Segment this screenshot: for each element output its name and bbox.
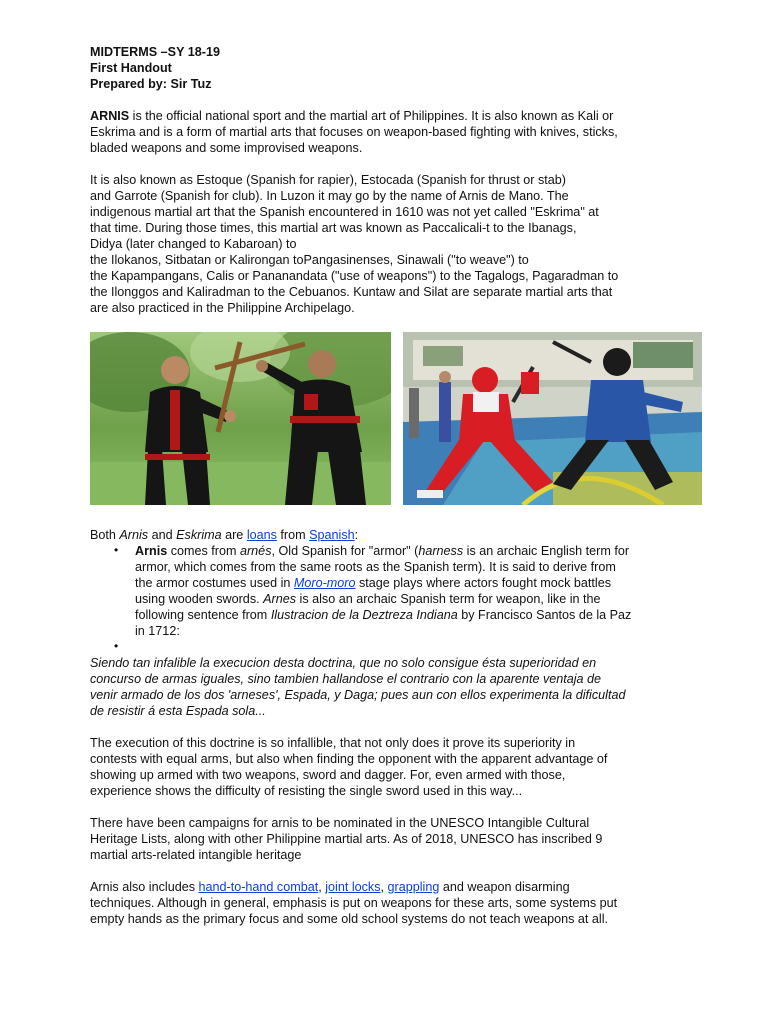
quote-line: de resistir á esta Espada sola... — [90, 704, 266, 718]
para2-line: that time. During those times, this martial art was known as Paccalicali-t to the Ibanags, — [90, 221, 577, 235]
bullet-marker: • — [114, 543, 119, 557]
quote-line: venir armado de los dos 'arneses', Espada, y Daga; pues aun con ellos experimenta la dificultad — [90, 688, 626, 702]
para2-line: are also practiced in the Philippine Archipelago. — [90, 301, 355, 315]
intro-line-2: Eskrima and is a form of martial arts that focuses on weapon-based fighting with knives, sticks, — [90, 125, 618, 139]
bullet1-line-2: armor, which comes from the same roots as the Spanish term). It is said to derive from — [135, 560, 616, 574]
quote-line: Siendo tan infalible la execucion desta doctrina, que no solo consigue ésta superioridad en — [90, 656, 597, 670]
hand-to-hand-combat-link[interactable]: hand-to-hand combat — [198, 880, 319, 894]
intro-term: ARNIS — [90, 109, 130, 123]
loans-link[interactable]: loans — [246, 528, 277, 542]
empty-bullet-marker: • — [114, 639, 119, 653]
translation-line: The execution of this doctrine is so infallible, that not only does it prove its superiority in — [90, 736, 576, 750]
para2-line: the Ilokanos, Sitbatan or Kalirongan toPangasinenses, Sinawali ("to weave") to — [90, 253, 529, 267]
header-prepared-by: Prepared by: Sir Tuz — [90, 77, 212, 91]
quote-line: concurso de armas iguales, sino tambien hallandose el contrario con la aparente ventaja de — [90, 672, 602, 686]
header-midterms: MIDTERMS –SY 18-19 — [90, 45, 220, 59]
para2-line: indigenous martial art that the Spanish encountered in 1610 was not yet called "Eskrima" at — [90, 205, 599, 219]
unesco-line: There have been campaigns for arnis to be nominated in the UNESCO Intangible Cultural — [90, 816, 590, 830]
spanish-link[interactable]: Spanish — [309, 528, 355, 542]
arnis-sparring-illustration — [403, 332, 702, 505]
header-handout: First Handout — [90, 61, 172, 75]
bullet1-line-4: using wooden swords. Arnes is also an archaic Spanish term for weapon, like in the — [135, 592, 601, 606]
grappling-link[interactable]: grappling — [387, 880, 440, 894]
para2-line: the Kapampangans, Calis or Pananandata ("use of weapons") to the Tagalogs, Pagaradman to — [90, 269, 619, 283]
moro-moro-link[interactable]: Moro-moro — [293, 576, 356, 590]
loans-line: Both Arnis and Eskrima are loans from Spanish: — [90, 528, 359, 542]
bullet1-line-3: the armor costumes used in Moro-moro stage plays where actors fought mock battles — [135, 576, 612, 590]
para2-line: the Ilonggos and Kaliradman to the Cebuanos. Kuntaw and Silat are separate martial arts that — [90, 285, 613, 299]
arnis-training-photo — [90, 332, 391, 505]
arnis-training-illustration — [90, 332, 391, 505]
bullet1-line-1: Arnis comes from arnés, Old Spanish for "armor" (harness is an archaic English term for — [135, 544, 630, 558]
unesco-line: Heritage Lists, along with other Philippine martial arts. As of 2018, UNESCO has inscribed 9 — [90, 832, 603, 846]
bullet1-line-6: in 1712: — [135, 624, 180, 638]
last-line-3: empty hands as the primary focus and some old school systems do not teach weapons at all. — [90, 912, 609, 926]
translation-line: contests with equal arms, but also when finding the opponent with the apparent advantage of — [90, 752, 608, 766]
bullet1-line-5: following sentence from Ilustracion de la Deztreza Indiana by Francisco Santos de la Paz — [135, 608, 632, 622]
unesco-line: martial arts-related intangible heritage — [90, 848, 302, 862]
intro-line-3: bladed weapons and some improvised weapons. — [90, 141, 363, 155]
last-line-2: techniques. Although in general, emphasis is put on weapons for these arts, some systems put — [90, 896, 618, 910]
translation-line: showing up armed with two weapons, sword and dagger. For, even armed with those, — [90, 768, 566, 782]
translation-line: experience shows the difficulty of resisting the single sword used in this way... — [90, 784, 523, 798]
arnis-sparring-photo — [403, 332, 702, 505]
para2-line: and Garrote (Spanish for club). In Luzon it may go by the name of Arnis de Mano. The — [90, 189, 569, 203]
intro-line-1: ARNIS is the official national sport and the martial art of Philippines. It is also known as Kali or — [90, 109, 614, 123]
joint-locks-link[interactable]: joint locks — [325, 880, 381, 894]
para2-line: It is also known as Estoque (Spanish for rapier), Estocada (Spanish for thrust or stab) — [90, 173, 566, 187]
last-line-1: Arnis also includes hand-to-hand combat, joint locks, grappling and weapon disarming — [90, 880, 570, 894]
para2-line: Didya (later changed to Kabaroan) to — [90, 237, 297, 251]
